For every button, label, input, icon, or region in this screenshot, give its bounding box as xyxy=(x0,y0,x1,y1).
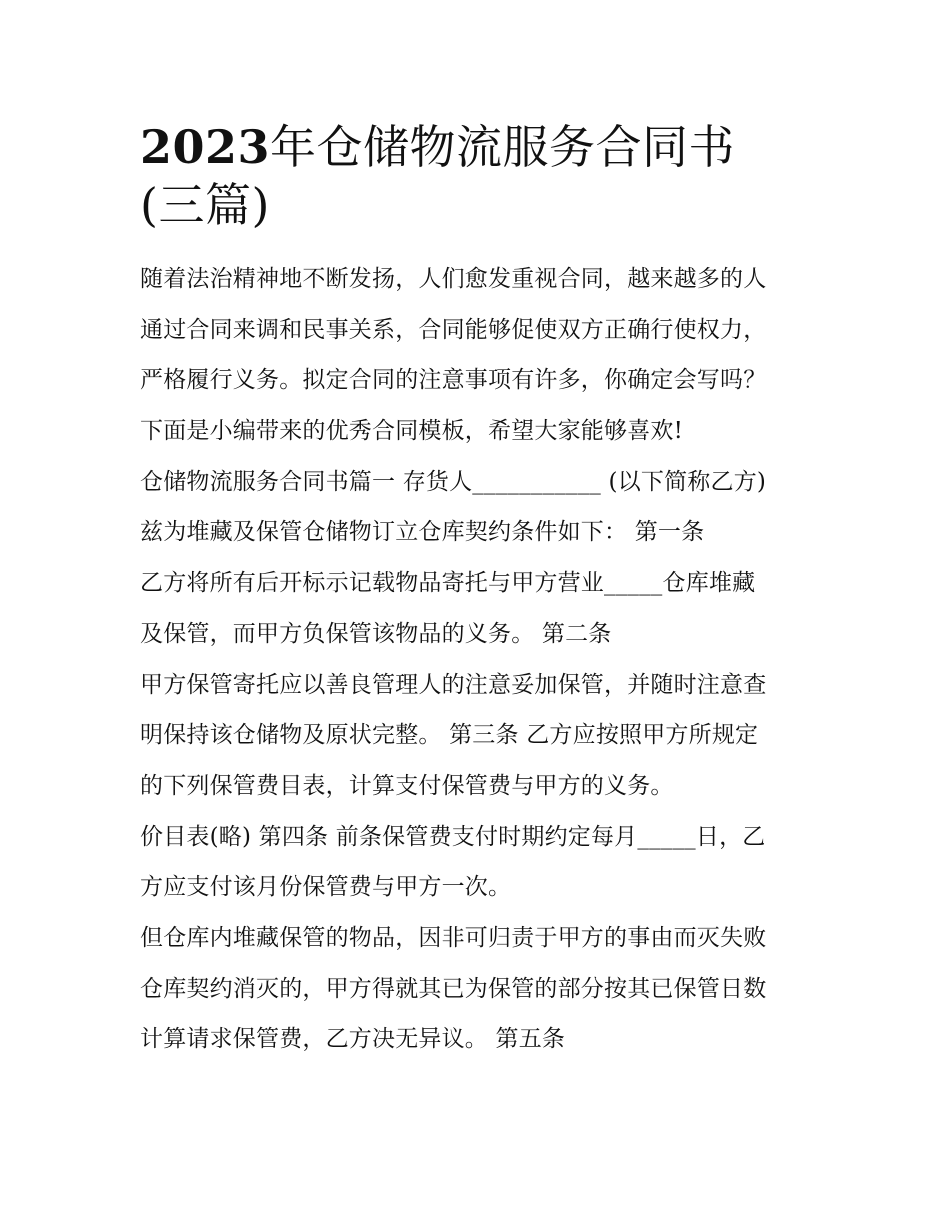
body-line: 计算请求保管费，乙方决无异议。 第五条 xyxy=(140,1026,566,1053)
body-line: 甲方保管寄托应以善良管理人的注意妥加保管，并随时注意查 xyxy=(140,671,767,698)
body-line: 通过合同来调和民事关系，合同能够促使双方正确行使权力， xyxy=(140,316,767,343)
document-page xyxy=(140,118,820,1065)
title-main: 年仓储物流服务合同书 xyxy=(270,120,736,174)
body-line: 明保持该仓储物及原状完整。 第三条 乙方应按照甲方所规定 xyxy=(140,722,759,749)
body-line: 方应支付该月份保管费与甲方一次。 xyxy=(140,874,512,901)
title-line-2: (三篇) xyxy=(140,178,270,232)
body-line: 价目表(略) 第四条 前条保管费支付时期约定每月_____日，乙 xyxy=(140,823,766,850)
body-line: 兹为堆藏及保管仓储物订立仓库契约条件如下： 第一条 xyxy=(140,519,705,546)
body-line: 及保管，而甲方负保管该物品的义务。 第二条 xyxy=(140,620,612,647)
body-line: 乙方将所有后开标示记载物品寄托与甲方营业_____仓库堆藏 xyxy=(140,570,756,597)
body-line: 但仓库内堆藏保管的物品，因非可归责于甲方的事由而灭失败 xyxy=(140,924,767,951)
title-year: 2023 xyxy=(140,120,271,174)
body-line: 仓库契约消灭的，甲方得就其已为保管的部分按其已保管日数 xyxy=(140,975,767,1002)
body-line: 严格履行义务。拟定合同的注意事项有许多，你确定会写吗？ xyxy=(140,367,767,394)
document-title xyxy=(140,118,820,234)
body-line: 下面是小编带来的优秀合同模板，希望大家能够喜欢! xyxy=(140,418,684,445)
body-line: 仓储物流服务合同书篇一 存货人___________ (以下简称乙方) xyxy=(140,468,767,495)
document-body xyxy=(140,254,820,1065)
body-line: 随着法治精神地不断发扬，人们愈发重视合同，越来越多的人 xyxy=(140,266,767,292)
body-line: 的下列保管费目表，计算支付保管费与甲方的义务。 xyxy=(140,772,674,799)
title-line-1 xyxy=(140,118,820,176)
